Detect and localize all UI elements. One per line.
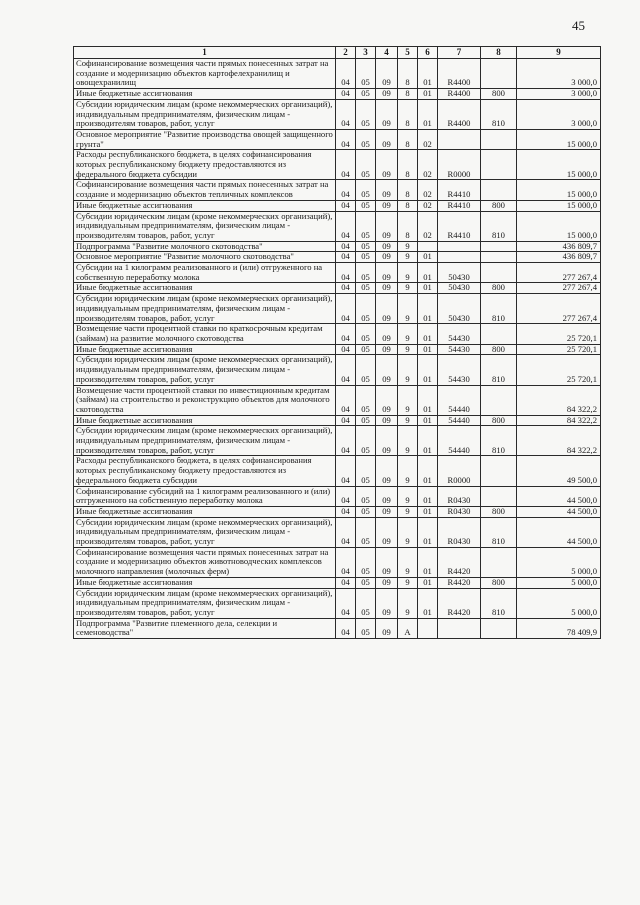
- code-cell: 09: [376, 180, 398, 200]
- code-cell: 09: [376, 517, 398, 547]
- code-cell: 04: [336, 344, 356, 355]
- table-row: [74, 415, 601, 426]
- column-header: 8: [481, 47, 517, 59]
- code-cell: 05: [356, 456, 376, 486]
- code-cell: [481, 456, 517, 486]
- code-cell: 05: [356, 59, 376, 89]
- code-cell: 8: [398, 211, 418, 241]
- code-cell: R4420: [438, 577, 481, 588]
- table-row: [74, 89, 601, 100]
- amount-cell: 44 500,0: [517, 506, 601, 517]
- code-cell: 01: [418, 89, 438, 100]
- code-cell: 810: [481, 426, 517, 456]
- code-cell: 01: [418, 283, 438, 294]
- amount-cell: 3 000,0: [517, 99, 601, 129]
- code-cell: 01: [418, 517, 438, 547]
- table-row: [74, 252, 601, 263]
- code-cell: 05: [356, 211, 376, 241]
- code-cell: [481, 486, 517, 506]
- row-name-cell: Иные бюджетные ассигнования: [74, 283, 336, 294]
- code-cell: 8: [398, 150, 418, 180]
- code-cell: 04: [336, 200, 356, 211]
- row-name-cell: Основное мероприятие "Развитие молочного скотоводства": [74, 252, 336, 263]
- row-name-cell: Субсидии юридическим лицам (кроме некоммерческих организаций), индивидуальным предпринимателям, физическим лицам - производителям товаров, работ, услуг: [74, 426, 336, 456]
- code-cell: 02: [418, 211, 438, 241]
- code-cell: 05: [356, 577, 376, 588]
- table-row: [74, 99, 601, 129]
- code-cell: 04: [336, 486, 356, 506]
- code-cell: 04: [336, 150, 356, 180]
- code-cell: 09: [376, 99, 398, 129]
- column-header: 9: [517, 47, 601, 59]
- code-cell: 05: [356, 547, 376, 577]
- amount-cell: 44 500,0: [517, 486, 601, 506]
- row-name-cell: Софинансирование возмещения части прямых понесенных затрат на создание и модернизацию объектов картофелехранилищ и овощехранилищ: [74, 59, 336, 89]
- table-row: [74, 426, 601, 456]
- code-cell: 09: [376, 324, 398, 344]
- amount-cell: 25 720,1: [517, 324, 601, 344]
- code-cell: 09: [376, 426, 398, 456]
- code-cell: 09: [376, 283, 398, 294]
- amount-cell: 277 267,4: [517, 283, 601, 294]
- code-cell: 54430: [438, 355, 481, 385]
- amount-cell: 25 720,1: [517, 355, 601, 385]
- code-cell: 05: [356, 252, 376, 263]
- row-name-cell: Расходы республиканского бюджета, в целях софинансирования которых республиканскому бюджету предоставляются из федерального бюджета субсидии: [74, 456, 336, 486]
- code-cell: R0000: [438, 150, 481, 180]
- code-cell: 04: [336, 99, 356, 129]
- code-cell: [481, 263, 517, 283]
- code-cell: 8: [398, 89, 418, 100]
- code-cell: 9: [398, 294, 418, 324]
- code-cell: 01: [418, 263, 438, 283]
- code-cell: 9: [398, 426, 418, 456]
- code-cell: 05: [356, 200, 376, 211]
- row-name-cell: Софинансирование возмещения части прямых понесенных затрат на создание и модернизацию объектов животноводческих комплексов молочного направления (молочных ферм): [74, 547, 336, 577]
- code-cell: 9: [398, 324, 418, 344]
- code-cell: 02: [418, 180, 438, 200]
- code-cell: 8: [398, 129, 418, 149]
- row-name-cell: Подпрограмма "Развитие молочного скотоводства": [74, 241, 336, 252]
- code-cell: 04: [336, 506, 356, 517]
- code-cell: 800: [481, 344, 517, 355]
- code-cell: 05: [356, 506, 376, 517]
- table-row: [74, 618, 601, 638]
- code-cell: 04: [336, 355, 356, 385]
- code-cell: 02: [418, 129, 438, 149]
- code-cell: 810: [481, 294, 517, 324]
- code-cell: R4400: [438, 89, 481, 100]
- code-cell: 05: [356, 588, 376, 618]
- amount-cell: 277 267,4: [517, 263, 601, 283]
- code-cell: 810: [481, 99, 517, 129]
- code-cell: [481, 618, 517, 638]
- table-row: [74, 588, 601, 618]
- code-cell: 01: [418, 456, 438, 486]
- row-name-cell: Субсидии юридическим лицам (кроме некоммерческих организаций), индивидуальным предпринимателям, физическим лицам - производителям товаров, работ, услуг: [74, 517, 336, 547]
- code-cell: 09: [376, 486, 398, 506]
- amount-cell: 15 000,0: [517, 150, 601, 180]
- code-cell: 09: [376, 355, 398, 385]
- amount-cell: 15 000,0: [517, 200, 601, 211]
- code-cell: 04: [336, 588, 356, 618]
- code-cell: 05: [356, 486, 376, 506]
- column-header: 3: [356, 47, 376, 59]
- code-cell: 54440: [438, 415, 481, 426]
- column-header: 1: [74, 47, 336, 59]
- code-cell: [481, 129, 517, 149]
- code-cell: R0430: [438, 506, 481, 517]
- code-cell: [481, 150, 517, 180]
- row-name-cell: Софинансирование субсидий на 1 килограмм реализованного и (или) отгруженного на собственную переработку молока: [74, 486, 336, 506]
- code-cell: 04: [336, 517, 356, 547]
- code-cell: 05: [356, 344, 376, 355]
- code-cell: R4400: [438, 99, 481, 129]
- code-cell: 04: [336, 241, 356, 252]
- amount-cell: 3 000,0: [517, 89, 601, 100]
- table-body: [74, 59, 601, 639]
- code-cell: R4410: [438, 211, 481, 241]
- page-number: 45: [572, 18, 585, 33]
- code-cell: 05: [356, 324, 376, 344]
- code-cell: 09: [376, 577, 398, 588]
- amount-cell: 84 322,2: [517, 415, 601, 426]
- amount-cell: 436 809,7: [517, 241, 601, 252]
- table-row: [74, 200, 601, 211]
- code-cell: 8: [398, 200, 418, 211]
- code-cell: R0430: [438, 517, 481, 547]
- row-name-cell: Иные бюджетные ассигнования: [74, 577, 336, 588]
- code-cell: 09: [376, 150, 398, 180]
- code-cell: 05: [356, 129, 376, 149]
- code-cell: 8: [398, 99, 418, 129]
- table-row: [74, 150, 601, 180]
- code-cell: 04: [336, 324, 356, 344]
- code-cell: 9: [398, 263, 418, 283]
- code-cell: 05: [356, 241, 376, 252]
- row-name-cell: Софинансирование возмещения части прямых понесенных затрат на создание и модернизацию объектов тепличных комплексов: [74, 180, 336, 200]
- table-row: [74, 211, 601, 241]
- code-cell: 01: [418, 588, 438, 618]
- code-cell: 09: [376, 89, 398, 100]
- code-cell: [481, 385, 517, 415]
- amount-cell: 44 500,0: [517, 517, 601, 547]
- code-cell: 9: [398, 241, 418, 252]
- code-cell: 9: [398, 506, 418, 517]
- code-cell: 04: [336, 577, 356, 588]
- row-name-cell: Субсидии юридическим лицам (кроме некоммерческих организаций), индивидуальным предпринимателям, физическим лицам - производителям товаров, работ, услуг: [74, 588, 336, 618]
- code-cell: 01: [418, 294, 438, 324]
- code-cell: 9: [398, 344, 418, 355]
- code-cell: 50430: [438, 283, 481, 294]
- code-cell: 04: [336, 426, 356, 456]
- amount-cell: 25 720,1: [517, 344, 601, 355]
- code-cell: 04: [336, 263, 356, 283]
- code-cell: 09: [376, 252, 398, 263]
- row-name-cell: Субсидии юридическим лицам (кроме некоммерческих организаций), индивидуальным предпринимателям, физическим лицам - производителям товаров, работ, услуг: [74, 99, 336, 129]
- code-cell: 01: [418, 252, 438, 263]
- table-row: [74, 263, 601, 283]
- table-header-row: [74, 47, 601, 59]
- code-cell: [481, 547, 517, 577]
- code-cell: 810: [481, 355, 517, 385]
- table-row: [74, 486, 601, 506]
- code-cell: 09: [376, 456, 398, 486]
- code-cell: 04: [336, 385, 356, 415]
- code-cell: 04: [336, 252, 356, 263]
- code-cell: 09: [376, 241, 398, 252]
- table-row: [74, 294, 601, 324]
- code-cell: 05: [356, 415, 376, 426]
- amount-cell: 5 000,0: [517, 588, 601, 618]
- code-cell: 8: [398, 59, 418, 89]
- table-row: [74, 324, 601, 344]
- code-cell: 01: [418, 344, 438, 355]
- code-cell: 01: [418, 547, 438, 577]
- code-cell: 09: [376, 588, 398, 618]
- code-cell: 09: [376, 129, 398, 149]
- code-cell: 800: [481, 200, 517, 211]
- code-cell: 9: [398, 547, 418, 577]
- code-cell: 54430: [438, 344, 481, 355]
- code-cell: 09: [376, 59, 398, 89]
- table-row: [74, 506, 601, 517]
- code-cell: 04: [336, 283, 356, 294]
- code-cell: 800: [481, 506, 517, 517]
- code-cell: 01: [418, 426, 438, 456]
- code-cell: 04: [336, 618, 356, 638]
- code-cell: 9: [398, 283, 418, 294]
- amount-cell: 15 000,0: [517, 129, 601, 149]
- code-cell: 01: [418, 577, 438, 588]
- row-name-cell: Субсидии юридическим лицам (кроме некоммерческих организаций), индивидуальным предпринимателям, физическим лицам - производителям товаров, работ, услуг: [74, 355, 336, 385]
- table-row: [74, 344, 601, 355]
- amount-cell: 78 409,9: [517, 618, 601, 638]
- table-row: [74, 241, 601, 252]
- code-cell: R4410: [438, 180, 481, 200]
- code-cell: 9: [398, 252, 418, 263]
- amount-cell: 15 000,0: [517, 180, 601, 200]
- amount-cell: 5 000,0: [517, 577, 601, 588]
- column-header: 7: [438, 47, 481, 59]
- table-row: [74, 517, 601, 547]
- code-cell: 05: [356, 385, 376, 415]
- row-name-cell: Подпрограмма "Развитие племенного дела, селекции и семеноводства": [74, 618, 336, 638]
- code-cell: [418, 241, 438, 252]
- row-name-cell: Возмещение части процентной ставки по инвестиционным кредитам (займам) на строительство и реконструкцию объектов для молочного скотоводства: [74, 385, 336, 415]
- table-row: [74, 355, 601, 385]
- code-cell: 02: [418, 150, 438, 180]
- table-row: [74, 283, 601, 294]
- code-cell: [481, 241, 517, 252]
- code-cell: 8: [398, 180, 418, 200]
- code-cell: 9: [398, 456, 418, 486]
- row-name-cell: Основное мероприятие "Развитие производства овощей защищенного грунта": [74, 129, 336, 149]
- code-cell: 05: [356, 263, 376, 283]
- code-cell: [418, 618, 438, 638]
- code-cell: 09: [376, 415, 398, 426]
- column-header: 4: [376, 47, 398, 59]
- code-cell: [481, 180, 517, 200]
- code-cell: 09: [376, 385, 398, 415]
- code-cell: 800: [481, 577, 517, 588]
- code-cell: R4400: [438, 59, 481, 89]
- code-cell: 04: [336, 294, 356, 324]
- code-cell: 9: [398, 385, 418, 415]
- code-cell: 05: [356, 150, 376, 180]
- column-header: 6: [418, 47, 438, 59]
- code-cell: 09: [376, 200, 398, 211]
- code-cell: 05: [356, 89, 376, 100]
- table-row: [74, 385, 601, 415]
- code-cell: 05: [356, 99, 376, 129]
- code-cell: 05: [356, 180, 376, 200]
- code-cell: 01: [418, 324, 438, 344]
- code-cell: 9: [398, 577, 418, 588]
- amount-cell: 49 500,0: [517, 456, 601, 486]
- code-cell: 9: [398, 517, 418, 547]
- code-cell: 04: [336, 59, 356, 89]
- row-name-cell: Иные бюджетные ассигнования: [74, 200, 336, 211]
- row-name-cell: Иные бюджетные ассигнования: [74, 415, 336, 426]
- code-cell: 04: [336, 415, 356, 426]
- code-cell: 810: [481, 588, 517, 618]
- table-row: [74, 577, 601, 588]
- code-cell: R4420: [438, 547, 481, 577]
- code-cell: 810: [481, 517, 517, 547]
- amount-cell: 436 809,7: [517, 252, 601, 263]
- table-row: [74, 547, 601, 577]
- code-cell: R0430: [438, 486, 481, 506]
- code-cell: 09: [376, 294, 398, 324]
- code-cell: 01: [418, 506, 438, 517]
- row-name-cell: Субсидии юридическим лицам (кроме некоммерческих организаций), индивидуальным предпринимателям, физическим лицам - производителям товаров, работ, услуг: [74, 294, 336, 324]
- code-cell: 9: [398, 415, 418, 426]
- row-name-cell: Субсидии на 1 килограмм реализованного и (или) отгруженного на собственную переработку молока: [74, 263, 336, 283]
- code-cell: 02: [418, 200, 438, 211]
- code-cell: 50430: [438, 263, 481, 283]
- code-cell: 9: [398, 355, 418, 385]
- code-cell: 04: [336, 89, 356, 100]
- code-cell: 9: [398, 588, 418, 618]
- code-cell: 01: [418, 99, 438, 129]
- code-cell: [438, 252, 481, 263]
- code-cell: 810: [481, 211, 517, 241]
- table-row: [74, 456, 601, 486]
- code-cell: [438, 241, 481, 252]
- code-cell: 50430: [438, 294, 481, 324]
- column-header: 2: [336, 47, 356, 59]
- code-cell: 09: [376, 344, 398, 355]
- code-cell: 01: [418, 59, 438, 89]
- code-cell: [438, 129, 481, 149]
- code-cell: 05: [356, 426, 376, 456]
- table-row: [74, 129, 601, 149]
- code-cell: 05: [356, 283, 376, 294]
- code-cell: 04: [336, 456, 356, 486]
- code-cell: [481, 59, 517, 89]
- code-cell: 05: [356, 618, 376, 638]
- code-cell: 09: [376, 547, 398, 577]
- column-header: 5: [398, 47, 418, 59]
- row-name-cell: Субсидии юридическим лицам (кроме некоммерческих организаций), индивидуальным предпринимателям, физическим лицам - производителям товаров, работ, услуг: [74, 211, 336, 241]
- amount-cell: 277 267,4: [517, 294, 601, 324]
- row-name-cell: Иные бюджетные ассигнования: [74, 89, 336, 100]
- code-cell: 54440: [438, 426, 481, 456]
- code-cell: R4410: [438, 200, 481, 211]
- code-cell: 05: [356, 355, 376, 385]
- row-name-cell: Расходы республиканского бюджета, в целях софинансирования которых республиканскому бюджету предоставляются из федерального бюджета субсидии: [74, 150, 336, 180]
- code-cell: 04: [336, 547, 356, 577]
- code-cell: R4420: [438, 588, 481, 618]
- code-cell: [481, 252, 517, 263]
- code-cell: [438, 618, 481, 638]
- row-name-cell: Возмещение части процентной ставки по краткосрочным кредитам (займам) на развитие молочного скотоводства: [74, 324, 336, 344]
- code-cell: 54430: [438, 324, 481, 344]
- code-cell: R0000: [438, 456, 481, 486]
- code-cell: 04: [336, 211, 356, 241]
- code-cell: 800: [481, 415, 517, 426]
- table-row: [74, 180, 601, 200]
- code-cell: 800: [481, 89, 517, 100]
- amount-cell: 84 322,2: [517, 385, 601, 415]
- code-cell: 09: [376, 506, 398, 517]
- code-cell: А: [398, 618, 418, 638]
- code-cell: 01: [418, 415, 438, 426]
- budget-table: [73, 46, 601, 639]
- code-cell: 01: [418, 385, 438, 415]
- code-cell: 800: [481, 283, 517, 294]
- code-cell: 09: [376, 211, 398, 241]
- code-cell: 09: [376, 263, 398, 283]
- amount-cell: 5 000,0: [517, 547, 601, 577]
- row-name-cell: Иные бюджетные ассигнования: [74, 344, 336, 355]
- code-cell: 9: [398, 486, 418, 506]
- code-cell: [481, 324, 517, 344]
- amount-cell: 15 000,0: [517, 211, 601, 241]
- code-cell: 01: [418, 486, 438, 506]
- code-cell: 01: [418, 355, 438, 385]
- table-row: [74, 59, 601, 89]
- code-cell: 04: [336, 180, 356, 200]
- code-cell: 04: [336, 129, 356, 149]
- code-cell: 05: [356, 517, 376, 547]
- code-cell: 09: [376, 618, 398, 638]
- code-cell: 54440: [438, 385, 481, 415]
- amount-cell: 3 000,0: [517, 59, 601, 89]
- row-name-cell: Иные бюджетные ассигнования: [74, 506, 336, 517]
- amount-cell: 84 322,2: [517, 426, 601, 456]
- code-cell: 05: [356, 294, 376, 324]
